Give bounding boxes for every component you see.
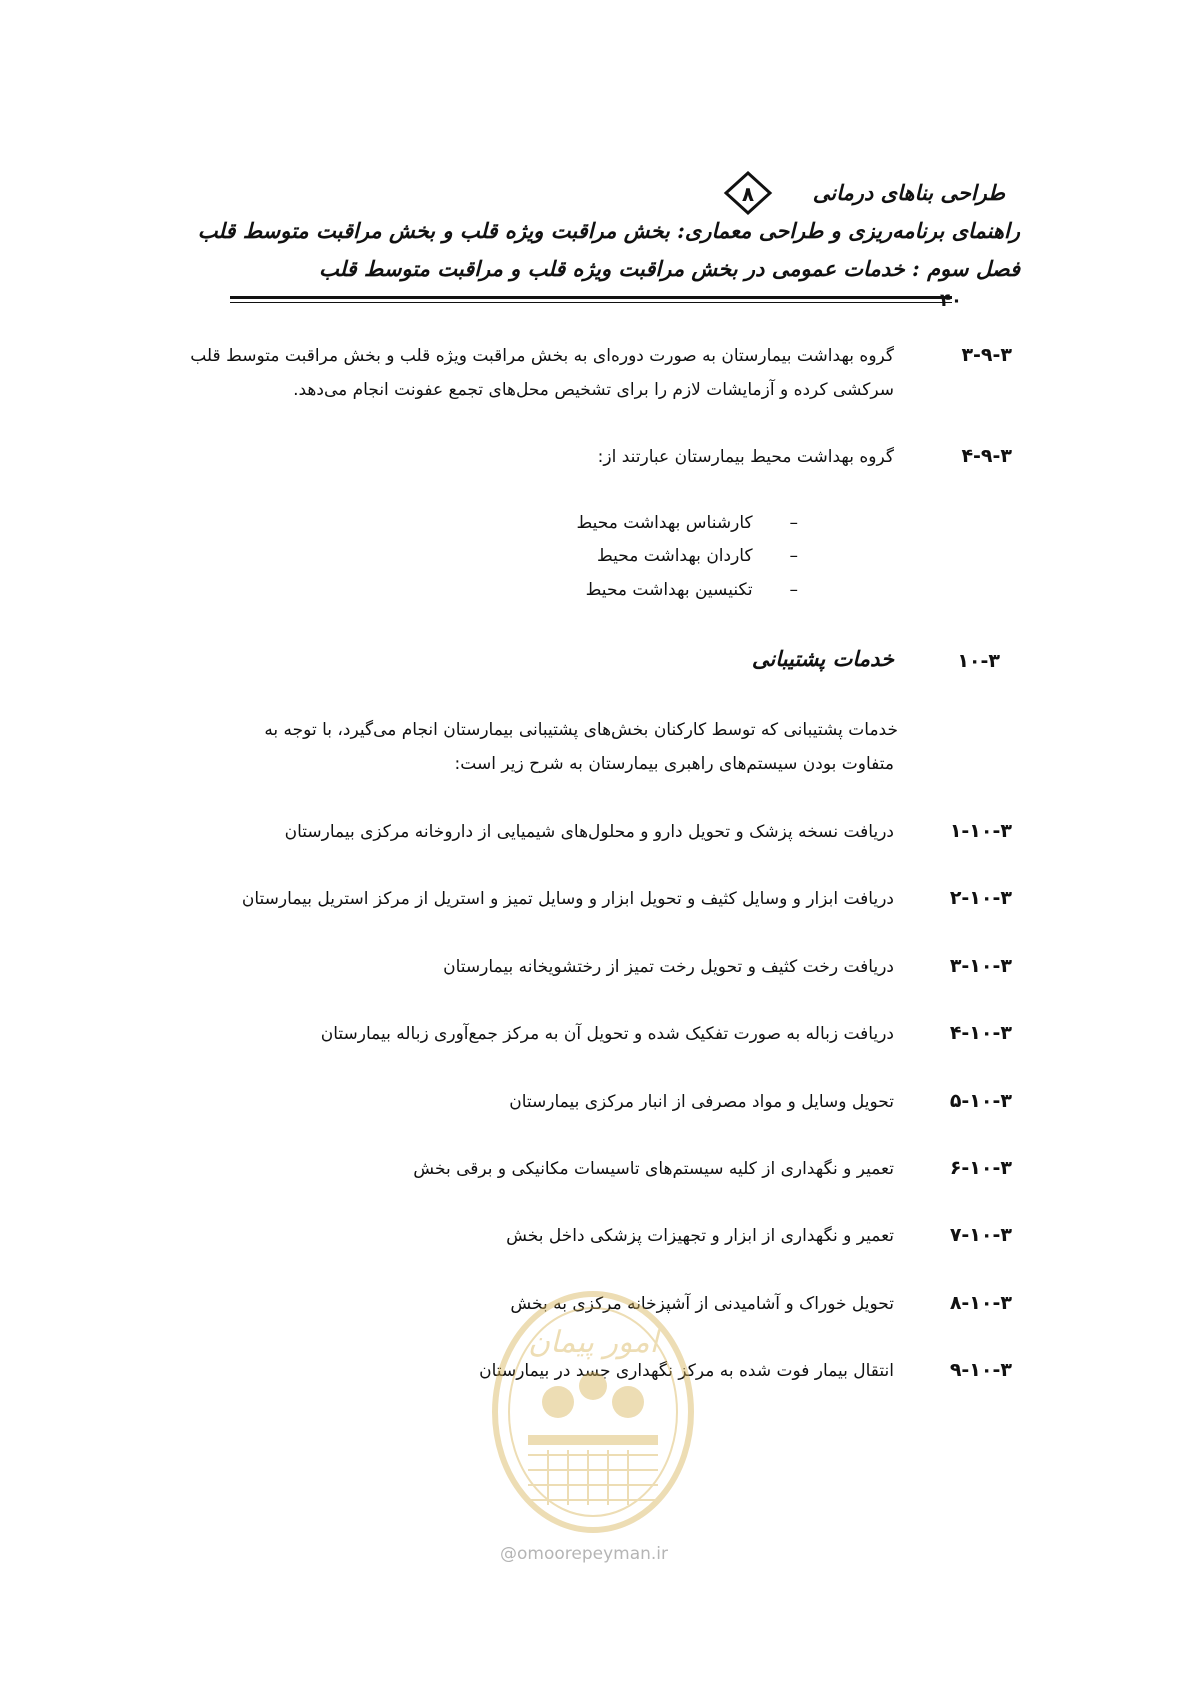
item-text: انتقال بیمار فوت شده به مرکز نگهداری جسد در بیمارستان — [479, 1361, 894, 1381]
list-item — [398, 580, 798, 600]
item-text: تحویل خوراک و آشامیدنی از آشپزخانه مرکزی به بخش — [510, 1294, 894, 1314]
list-item — [398, 513, 798, 533]
chapter-title: فصل سوم : خدمات عمومی در بخش مراقبت ویژه قلب و مراقبت متوسط قلب — [319, 256, 1020, 281]
header-rule-thin — [230, 302, 952, 303]
item-number: ۲-۱۰-۳ — [949, 887, 1012, 909]
bullet-dash: – — [789, 513, 798, 533]
page-number: ۴۰ — [940, 290, 962, 311]
section-heading: خدمات پشتیبانی — [751, 646, 894, 671]
list-item — [398, 546, 798, 566]
item-number: ۳-۱۰-۳ — [949, 955, 1012, 977]
section-number-3-9-3: ۳-۹-۳ — [961, 344, 1012, 366]
item-number: ۵-۱۰-۳ — [949, 1090, 1012, 1112]
watermark-logo-text: امور پیمان — [528, 1325, 658, 1360]
section-number-3-9-4: ۴-۹-۳ — [961, 445, 1012, 467]
item-text: دریافت رخت کثیف و تحویل رخت تمیز از رختشویخانه بیمارستان — [443, 957, 894, 977]
item-number: ۹-۱۰-۳ — [949, 1359, 1012, 1381]
watermark-logo-icon — [488, 1290, 698, 1540]
guide-title: راهنمای برنامه‌ریزی و طراحی معماری: بخش مراقبت ویژه قلب و بخش مراقبت متوسط قلب — [197, 218, 1020, 243]
volume-badge-icon — [723, 171, 773, 215]
section-3-9-3-line2: سرکشی کرده و آزمایشات لازم را برای تشخیص محل‌های تجمع عفونت انجام می‌دهد. — [293, 380, 894, 400]
section-number-3-10: ۱۰-۳ — [957, 650, 1000, 672]
bullet-text: تکنیسین بهداشت محیط — [585, 580, 753, 600]
item-number: ۸-۱۰-۳ — [949, 1292, 1012, 1314]
section-3-10-intro-line1: خدمات پشتیبانی که توسط کارکنان بخش‌های پشتیبانی بیمارستان انجام می‌گیرد، با توجه به — [264, 720, 898, 740]
item-text: دریافت ابزار و وسایل کثیف و تحویل ابزار و وسایل تمیز و استریل از مرکز استریل بیمارستان — [241, 889, 894, 909]
item-text: دریافت زباله به صورت تفکیک شده و تحویل آن به مرکز جمع‌آوری زباله بیمارستان — [320, 1024, 894, 1044]
item-number: ۴-۱۰-۳ — [949, 1022, 1012, 1044]
bullet-text: کارشناس بهداشت محیط — [576, 513, 753, 533]
watermark-url-text: omoorepeyman.ir — [517, 1544, 669, 1564]
item-text: تعمیر و نگهداری از ابزار و تجهیزات پزشکی داخل بخش — [506, 1226, 894, 1246]
section-3-9-4-text: گروه بهداشت محیط بیمارستان عبارتند از: — [597, 447, 894, 467]
item-number: ۷-۱۰-۳ — [949, 1224, 1012, 1246]
header-rule-thick — [230, 296, 952, 299]
section-3-10-intro-line2: متفاوت بودن سیستم‌های راهبری بیمارستان به شرح زیر است: — [454, 754, 894, 774]
item-text: تحویل وسایل و مواد مصرفی از انبار مرکزی بیمارستان — [509, 1092, 894, 1112]
watermark-url — [500, 1544, 668, 1564]
item-text: دریافت نسخه پزشک و تحویل دارو و محلول‌های شیمیایی از داروخانه مرکزی بیمارستان — [284, 822, 894, 842]
bullet-dash: – — [789, 580, 798, 600]
item-number: ۶-۱۰-۳ — [949, 1157, 1012, 1179]
at-icon: @ — [500, 1544, 517, 1564]
volume-badge-number: ۸ — [741, 182, 755, 206]
bullet-dash: – — [789, 546, 798, 566]
item-number: ۱-۱۰-۳ — [949, 820, 1012, 842]
section-3-9-3-line1: گروه بهداشت بیمارستان به صورت دوره‌ای به بخش مراقبت ویژه قلب و بخش مراقبت متوسط قلب — [190, 346, 894, 366]
book-title: طراحی بناهای درمانی — [812, 180, 1005, 205]
bullet-text: کاردان بهداشت محیط — [597, 546, 753, 566]
item-text: تعمیر و نگهداری از کلیه سیستم‌های تاسیسات مکانیکی و برقی بخش — [413, 1159, 894, 1179]
